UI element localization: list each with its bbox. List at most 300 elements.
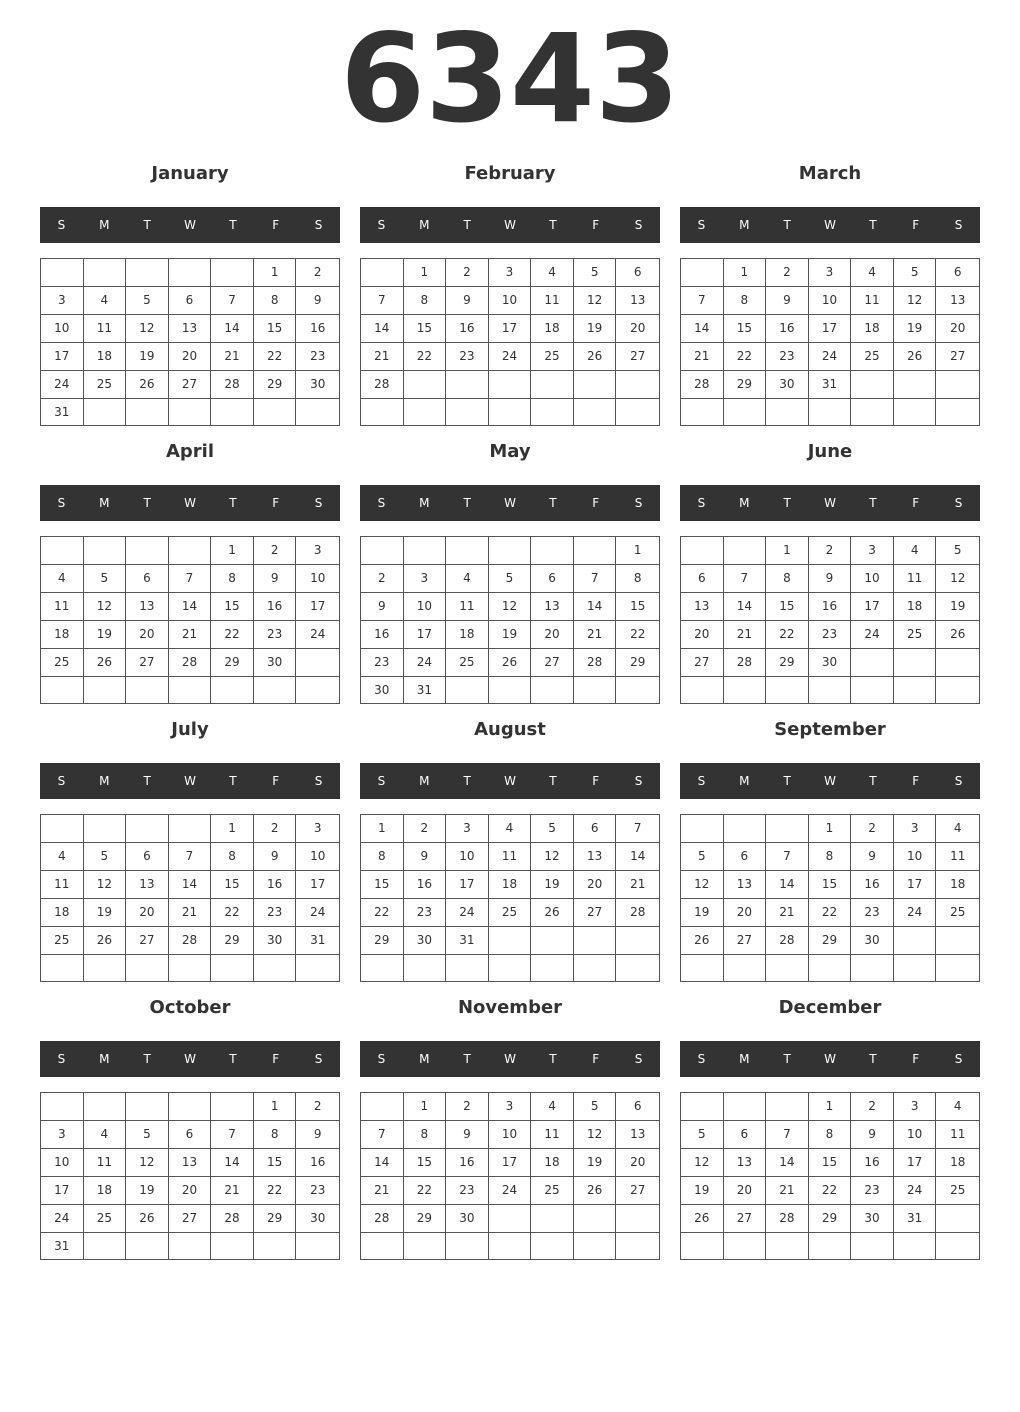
day-cell: 17	[404, 621, 447, 649]
day-cell: 24	[851, 621, 894, 649]
weekday-header	[360, 485, 660, 521]
day-cell	[894, 371, 937, 399]
day-cell: 13	[936, 287, 979, 315]
day-cell: 18	[531, 315, 574, 343]
day-cell: 27	[574, 899, 617, 927]
day-cell: 9	[851, 1121, 894, 1149]
day-cell: 30	[296, 371, 339, 399]
day-cell: 11	[894, 565, 937, 593]
month-september	[680, 716, 980, 982]
day-cell: 19	[681, 899, 724, 927]
day-cell	[446, 677, 489, 704]
day-cell: 27	[126, 649, 169, 677]
day-cell: 13	[169, 315, 212, 343]
day-cell: 23	[361, 649, 404, 677]
day-cell	[531, 955, 574, 981]
day-cell: 9	[851, 843, 894, 871]
day-cell	[616, 927, 659, 955]
day-cell: 24	[296, 621, 339, 649]
day-cell: 26	[681, 1205, 724, 1233]
weekday-label: T	[869, 1052, 877, 1066]
weekday-label: T	[549, 218, 557, 232]
day-cell: 2	[446, 259, 489, 287]
day-cell: 12	[126, 1149, 169, 1177]
day-cell: 11	[41, 871, 84, 899]
day-cell: 5	[531, 815, 574, 843]
day-cell: 22	[766, 621, 809, 649]
weekday-label: T	[229, 218, 237, 232]
day-cell: 28	[211, 371, 254, 399]
day-cell: 18	[531, 1149, 574, 1177]
day-cell: 9	[254, 565, 297, 593]
day-cell: 20	[724, 899, 767, 927]
day-cell	[126, 955, 169, 981]
day-cell	[254, 399, 297, 426]
day-cell: 12	[489, 593, 532, 621]
day-cell: 26	[936, 621, 979, 649]
day-cell: 13	[531, 593, 574, 621]
day-cell: 8	[616, 565, 659, 593]
weekday-label: S	[377, 774, 386, 788]
day-cell	[489, 955, 532, 981]
day-cell: 3	[894, 1093, 937, 1121]
day-cell	[724, 1233, 767, 1259]
day-cell	[84, 955, 127, 981]
day-cell: 30	[404, 927, 447, 955]
day-cell: 7	[169, 843, 212, 871]
weekday-header	[680, 763, 980, 799]
weekday-header	[40, 485, 340, 521]
day-cell: 15	[254, 315, 297, 343]
day-cell: 8	[211, 843, 254, 871]
day-cell: 10	[809, 287, 852, 315]
day-cell: 15	[211, 871, 254, 899]
day-cell	[531, 677, 574, 704]
day-cell: 6	[616, 1093, 659, 1121]
weekday-label: F	[592, 218, 600, 232]
day-cell: 16	[404, 871, 447, 899]
day-cell: 16	[296, 315, 339, 343]
day-cell: 22	[361, 899, 404, 927]
day-cell: 1	[211, 815, 254, 843]
day-cell: 5	[681, 843, 724, 871]
day-cell: 6	[169, 1121, 212, 1149]
day-cell	[724, 399, 767, 425]
weekday-label: F	[592, 496, 600, 510]
month-name: January	[151, 163, 229, 184]
day-cell: 25	[489, 899, 532, 927]
day-cell	[531, 399, 574, 425]
day-cell: 6	[681, 565, 724, 593]
weekday-label: T	[783, 774, 791, 788]
day-cell: 21	[211, 1177, 254, 1205]
day-cell: 11	[84, 1149, 127, 1177]
day-cell: 5	[574, 1093, 617, 1121]
day-cell	[296, 955, 339, 981]
day-cell: 29	[254, 1205, 297, 1233]
day-cell: 2	[851, 815, 894, 843]
day-cell: 4	[84, 1121, 127, 1149]
month-name: July	[171, 719, 209, 740]
day-cell	[404, 371, 447, 399]
weekday-label: S	[57, 774, 66, 788]
day-cell: 10	[489, 287, 532, 315]
day-cell: 20	[681, 621, 724, 649]
day-cell	[724, 537, 767, 565]
day-grid	[360, 814, 660, 982]
day-cell: 17	[489, 1149, 532, 1177]
weekday-label: F	[272, 774, 280, 788]
day-cell: 28	[169, 649, 212, 677]
day-cell	[574, 1205, 617, 1233]
day-cell	[361, 399, 404, 425]
weekday-header	[360, 763, 660, 799]
day-cell	[84, 677, 127, 703]
day-cell: 22	[809, 1177, 852, 1205]
day-cell	[211, 259, 254, 287]
day-cell: 12	[681, 1149, 724, 1177]
day-cell: 22	[404, 343, 447, 371]
day-cell: 7	[361, 287, 404, 315]
day-cell: 29	[404, 1205, 447, 1233]
day-cell	[809, 399, 852, 425]
day-cell: 18	[84, 343, 127, 371]
weekday-label: T	[229, 774, 237, 788]
day-cell	[404, 1233, 447, 1259]
weekday-label: M	[99, 774, 110, 788]
weekday-label: W	[824, 774, 836, 788]
day-cell: 18	[851, 315, 894, 343]
day-cell: 9	[446, 1121, 489, 1149]
day-cell: 20	[169, 343, 212, 371]
day-cell: 8	[254, 287, 297, 315]
day-cell: 2	[296, 1093, 339, 1121]
month-june	[680, 438, 980, 704]
day-cell	[126, 537, 169, 565]
day-cell: 7	[766, 1121, 809, 1149]
day-cell: 9	[361, 593, 404, 621]
day-cell: 13	[724, 871, 767, 899]
day-cell: 3	[404, 565, 447, 593]
day-cell	[296, 677, 339, 703]
weekday-label: S	[697, 218, 706, 232]
day-cell	[446, 537, 489, 565]
weekday-label: W	[504, 496, 516, 510]
day-cell: 4	[531, 1093, 574, 1121]
weekday-label: T	[229, 496, 237, 510]
day-cell: 2	[446, 1093, 489, 1121]
day-cell: 23	[851, 1177, 894, 1205]
day-cell: 10	[296, 565, 339, 593]
day-cell	[41, 815, 84, 843]
weekday-label: F	[272, 496, 280, 510]
day-cell: 5	[936, 537, 979, 565]
day-cell: 2	[404, 815, 447, 843]
day-cell: 8	[766, 565, 809, 593]
day-cell: 25	[531, 1177, 574, 1205]
day-cell: 21	[766, 899, 809, 927]
day-cell	[84, 259, 127, 287]
day-cell: 25	[446, 649, 489, 677]
day-cell	[574, 927, 617, 955]
weekday-header	[360, 207, 660, 243]
day-cell: 18	[936, 1149, 979, 1177]
day-cell: 28	[211, 1205, 254, 1233]
day-cell: 17	[894, 871, 937, 899]
day-cell: 18	[41, 621, 84, 649]
day-cell: 27	[126, 927, 169, 955]
day-cell: 27	[616, 1177, 659, 1205]
day-cell: 4	[936, 1093, 979, 1121]
day-cell: 26	[126, 371, 169, 399]
weekday-label: T	[463, 1052, 471, 1066]
day-cell: 25	[851, 343, 894, 371]
day-cell: 27	[531, 649, 574, 677]
day-cell: 3	[851, 537, 894, 565]
day-cell: 8	[361, 843, 404, 871]
day-cell: 28	[361, 1205, 404, 1233]
day-cell: 16	[446, 315, 489, 343]
day-cell	[681, 677, 724, 703]
day-cell	[404, 537, 447, 565]
day-cell	[809, 1233, 852, 1259]
day-cell	[41, 1093, 84, 1121]
day-cell: 22	[254, 343, 297, 371]
day-cell: 30	[296, 1205, 339, 1233]
weekday-label: T	[549, 496, 557, 510]
day-cell: 15	[254, 1149, 297, 1177]
day-cell: 3	[296, 815, 339, 843]
day-cell: 15	[766, 593, 809, 621]
day-cell: 29	[809, 927, 852, 955]
day-cell: 16	[296, 1149, 339, 1177]
day-cell: 21	[211, 343, 254, 371]
day-cell: 31	[446, 927, 489, 955]
day-cell: 3	[446, 815, 489, 843]
day-cell: 14	[361, 1149, 404, 1177]
day-cell: 13	[616, 287, 659, 315]
month-name: March	[798, 163, 862, 184]
day-cell: 19	[126, 343, 169, 371]
day-cell: 21	[361, 343, 404, 371]
day-cell: 11	[84, 315, 127, 343]
day-cell: 22	[404, 1177, 447, 1205]
day-cell: 14	[574, 593, 617, 621]
day-cell: 22	[211, 621, 254, 649]
day-cell: 13	[126, 871, 169, 899]
day-cell: 29	[616, 649, 659, 677]
day-cell: 28	[681, 371, 724, 399]
day-cell: 4	[489, 815, 532, 843]
day-cell: 23	[446, 1177, 489, 1205]
day-cell	[296, 1233, 339, 1260]
day-cell: 26	[531, 899, 574, 927]
day-cell: 20	[126, 899, 169, 927]
day-cell: 29	[724, 371, 767, 399]
weekday-header	[680, 1041, 980, 1077]
day-cell: 14	[616, 843, 659, 871]
day-cell	[169, 259, 212, 287]
day-cell: 16	[809, 593, 852, 621]
day-cell	[169, 1093, 212, 1121]
day-cell: 19	[531, 871, 574, 899]
day-cell	[404, 955, 447, 981]
day-cell: 8	[404, 1121, 447, 1149]
day-cell	[681, 955, 724, 981]
month-name: February	[464, 163, 556, 184]
day-cell: 28	[766, 1205, 809, 1233]
day-cell: 8	[211, 565, 254, 593]
day-cell: 14	[211, 315, 254, 343]
day-cell	[211, 677, 254, 703]
weekday-label: F	[912, 496, 920, 510]
day-cell	[41, 259, 84, 287]
day-cell: 30	[361, 677, 404, 704]
day-cell: 1	[361, 815, 404, 843]
day-cell	[681, 537, 724, 565]
day-cell: 20	[724, 1177, 767, 1205]
day-cell	[41, 677, 84, 703]
day-cell	[126, 677, 169, 703]
day-cell: 27	[616, 343, 659, 371]
weekday-label: T	[143, 496, 151, 510]
day-cell	[169, 399, 212, 426]
weekday-label: T	[549, 1052, 557, 1066]
month-april	[40, 438, 340, 704]
weekday-label: T	[463, 218, 471, 232]
day-cell	[169, 1233, 212, 1260]
day-cell: 15	[361, 871, 404, 899]
day-cell: 10	[894, 843, 937, 871]
weekday-header	[40, 763, 340, 799]
day-cell: 17	[809, 315, 852, 343]
day-cell: 27	[169, 1205, 212, 1233]
day-cell: 4	[851, 259, 894, 287]
weekday-label: T	[783, 1052, 791, 1066]
year-title: 6343	[340, 8, 680, 150]
day-cell: 17	[894, 1149, 937, 1177]
day-grid	[40, 1092, 340, 1260]
weekday-label: W	[184, 1052, 196, 1066]
day-cell: 14	[681, 315, 724, 343]
day-cell	[574, 955, 617, 981]
day-cell: 25	[936, 1177, 979, 1205]
day-cell	[531, 537, 574, 565]
day-cell: 7	[211, 1121, 254, 1149]
day-cell: 26	[574, 1177, 617, 1205]
day-cell: 1	[404, 1093, 447, 1121]
day-cell: 14	[766, 1149, 809, 1177]
day-cell: 10	[894, 1121, 937, 1149]
day-cell: 3	[41, 287, 84, 315]
day-cell: 3	[41, 1121, 84, 1149]
day-cell: 28	[766, 927, 809, 955]
day-cell: 19	[126, 1177, 169, 1205]
day-cell: 28	[169, 927, 212, 955]
day-cell	[361, 1233, 404, 1259]
day-cell	[84, 537, 127, 565]
month-august	[360, 716, 660, 982]
day-cell: 23	[254, 621, 297, 649]
day-cell: 6	[126, 565, 169, 593]
day-cell: 1	[254, 1093, 297, 1121]
day-cell: 17	[296, 871, 339, 899]
day-cell: 23	[851, 899, 894, 927]
day-cell: 19	[894, 315, 937, 343]
day-cell: 25	[84, 371, 127, 399]
day-cell: 22	[724, 343, 767, 371]
weekday-label: M	[99, 496, 110, 510]
day-cell: 7	[724, 565, 767, 593]
day-cell: 20	[574, 871, 617, 899]
day-cell: 17	[851, 593, 894, 621]
day-cell: 26	[84, 649, 127, 677]
day-cell: 15	[616, 593, 659, 621]
day-cell: 9	[296, 1121, 339, 1149]
day-cell: 6	[126, 843, 169, 871]
weekday-label: S	[697, 774, 706, 788]
weekday-label: S	[314, 218, 323, 232]
day-cell	[361, 537, 404, 565]
day-cell: 26	[489, 649, 532, 677]
weekday-label: T	[549, 774, 557, 788]
day-cell: 27	[169, 371, 212, 399]
day-cell	[894, 677, 937, 703]
day-cell: 26	[894, 343, 937, 371]
day-cell: 16	[851, 871, 894, 899]
weekday-label: T	[463, 774, 471, 788]
day-cell	[936, 371, 979, 399]
day-cell	[169, 677, 212, 703]
day-cell	[936, 1205, 979, 1233]
month-name: September	[774, 719, 886, 740]
weekday-label: W	[184, 774, 196, 788]
day-cell	[446, 1233, 489, 1259]
day-cell: 15	[404, 315, 447, 343]
day-cell: 7	[169, 565, 212, 593]
weekday-label: F	[592, 1052, 600, 1066]
day-cell: 3	[489, 1093, 532, 1121]
day-cell: 24	[446, 899, 489, 927]
day-cell: 19	[681, 1177, 724, 1205]
day-cell: 17	[296, 593, 339, 621]
day-cell: 16	[361, 621, 404, 649]
day-cell	[254, 677, 297, 703]
day-grid	[680, 814, 980, 982]
weekday-label: W	[504, 218, 516, 232]
day-cell: 16	[766, 315, 809, 343]
weekday-label: S	[954, 218, 963, 232]
day-cell: 14	[169, 871, 212, 899]
day-cell	[809, 677, 852, 703]
day-cell: 16	[254, 593, 297, 621]
day-cell: 16	[851, 1149, 894, 1177]
day-cell: 25	[894, 621, 937, 649]
day-cell	[84, 1093, 127, 1121]
day-cell	[766, 677, 809, 703]
day-cell: 5	[126, 287, 169, 315]
day-cell: 7	[361, 1121, 404, 1149]
day-cell: 3	[894, 815, 937, 843]
day-cell: 21	[724, 621, 767, 649]
day-cell: 12	[574, 287, 617, 315]
day-cell: 10	[851, 565, 894, 593]
day-cell: 31	[894, 1205, 937, 1233]
day-cell: 29	[809, 1205, 852, 1233]
day-grid	[360, 1092, 660, 1260]
weekday-label: T	[143, 218, 151, 232]
day-cell: 1	[809, 1093, 852, 1121]
